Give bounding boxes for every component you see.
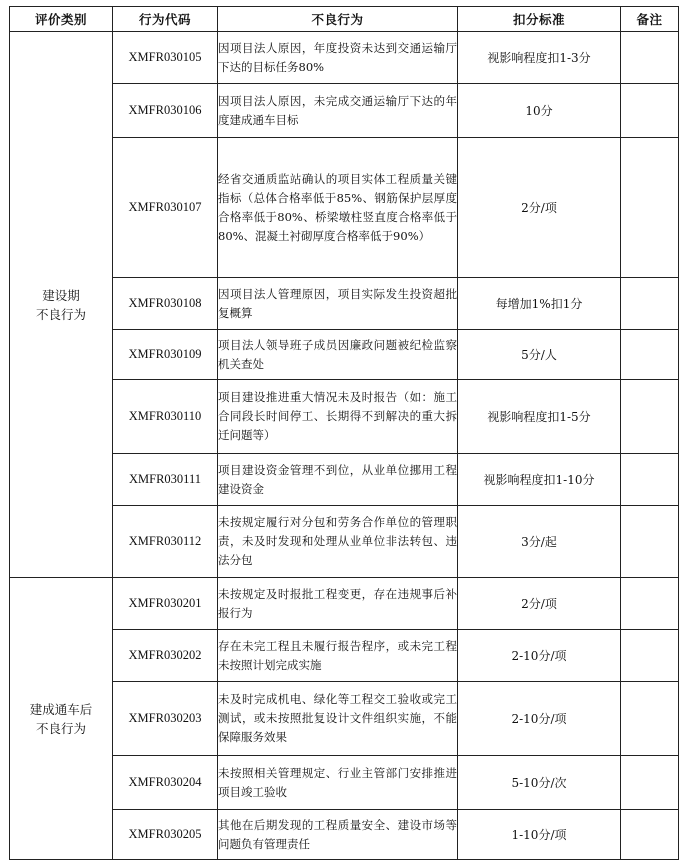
behavior-cell: 未按规定及时报批工程变更，存在违规事后补报行为 [218, 578, 458, 630]
code-cell: XMFR030205 [113, 810, 218, 860]
note-cell [621, 682, 679, 756]
bad-behavior-table [9, 6, 679, 860]
code-cell: XMFR030105 [113, 32, 218, 84]
standard-cell: 5分/人 [458, 330, 621, 380]
note-cell [621, 84, 679, 138]
behavior-cell: 未按规定履行对分包和劳务合作单位的管理职责，未及时发现和处理从业单位非法转包、违法分包 [218, 506, 458, 578]
behavior-cell: 因项目法人管理原因，项目实际发生投资超批复概算 [218, 278, 458, 330]
behavior-cell: 项目建设推进重大情况未及时报告（如：施工合同段长时间停工、长期得不到解决的重大拆迁问题等） [218, 380, 458, 454]
note-cell [621, 578, 679, 630]
behavior-cell: 因项目法人原因，未完成交通运输厅下达的年度建成通车目标 [218, 84, 458, 138]
category-line: 不良行为 [35, 720, 86, 736]
code-cell: XMFR030109 [113, 330, 218, 380]
behavior-cell: 存在未完工程且未履行报告程序，或未完工程未按照计划完成实施 [218, 630, 458, 682]
standard-cell: 视影响程度扣1-5分 [458, 380, 621, 454]
behavior-cell: 其他在后期发现的工程质量安全、建设市场等问题负有管理责任 [218, 810, 458, 860]
code-cell: XMFR030106 [113, 84, 218, 138]
standard-cell: 5-10分/次 [458, 756, 621, 810]
note-cell [621, 32, 679, 84]
behavior-cell: 未按照相关管理规定、行业主管部门安排推进项目竣工验收 [218, 756, 458, 810]
note-cell [621, 278, 679, 330]
header-standard: 扣分标准 [458, 7, 621, 32]
code-cell: XMFR030203 [113, 682, 218, 756]
note-cell [621, 756, 679, 810]
category-cell [10, 578, 113, 860]
category-cell [10, 32, 113, 578]
category-line: 建成通车后 [29, 701, 93, 717]
note-cell [621, 810, 679, 860]
code-cell: XMFR030110 [113, 380, 218, 454]
code-cell: XMFR030111 [113, 454, 218, 506]
standard-cell: 2-10分/项 [458, 682, 621, 756]
note-cell [621, 380, 679, 454]
standard-cell: 每增加1%扣1分 [458, 278, 621, 330]
standard-cell: 2-10分/项 [458, 630, 621, 682]
code-cell: XMFR030201 [113, 578, 218, 630]
header-note: 备注 [621, 7, 679, 32]
standard-cell: 2分/项 [458, 578, 621, 630]
note-cell [621, 506, 679, 578]
standard-cell: 1-10分/项 [458, 810, 621, 860]
note-cell [621, 330, 679, 380]
note-cell [621, 630, 679, 682]
note-cell [621, 454, 679, 506]
table-row [10, 578, 679, 630]
category-line: 建设期 [42, 287, 80, 303]
code-cell: XMFR030112 [113, 506, 218, 578]
behavior-cell: 因项目法人原因，年度投资未达到交通运输厅下达的目标任务80% [218, 32, 458, 84]
note-cell [621, 138, 679, 278]
code-cell: XMFR030202 [113, 630, 218, 682]
standard-cell: 2分/项 [458, 138, 621, 278]
behavior-cell: 项目法人领导班子成员因廉政问题被纪检监察机关查处 [218, 330, 458, 380]
standard-cell: 视影响程度扣1-10分 [458, 454, 621, 506]
header-code: 行为代码 [113, 7, 218, 32]
behavior-cell: 未及时完成机电、绿化等工程交工验收或完工测试，或未按照批复设计文件组织实施，不能保障服务效果 [218, 682, 458, 756]
code-cell: XMFR030204 [113, 756, 218, 810]
behavior-cell: 经省交通质监站确认的项目实体工程质量关键指标（总体合格率低于85%、钢筋保护层厚度合格率低于80%、桥梁墩柱竖直度合格率低于80%、混凝土衬砌厚度合格率低于90%） [218, 138, 458, 278]
code-cell: XMFR030108 [113, 278, 218, 330]
standard-cell: 3分/起 [458, 506, 621, 578]
header-category: 评价类别 [10, 7, 113, 32]
code-cell: XMFR030107 [113, 138, 218, 278]
category-line: 不良行为 [35, 306, 86, 322]
behavior-cell: 项目建设资金管理不到位，从业单位挪用工程建设资金 [218, 454, 458, 506]
table-row [10, 32, 679, 84]
header-behavior: 不良行为 [218, 7, 458, 32]
standard-cell: 视影响程度扣1-3分 [458, 32, 621, 84]
header-row [10, 7, 679, 32]
standard-cell: 10分 [458, 84, 621, 138]
